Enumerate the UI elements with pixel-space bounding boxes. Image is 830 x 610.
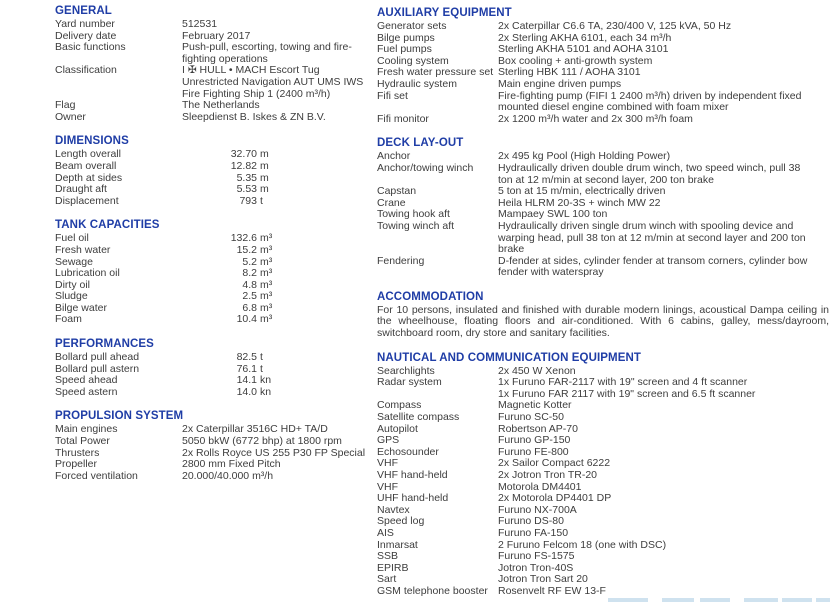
spec-value-line: 2x Caterpillar 3516C HD+ TA/D [182,423,328,436]
spec-value-number: 15.2 [236,243,257,256]
section-general [55,5,373,123]
spec-label: Sewage [55,255,93,268]
spec-label: Fuel oil [55,232,89,245]
spec-value-line: Furuno NX-700A [498,503,577,516]
spec-row [377,21,829,33]
spec-value [182,471,373,483]
section-title: DIMENSIONS [55,135,129,148]
spec-label: Navtex [377,503,410,516]
spec-row [377,435,829,447]
spec-value-unit: kn [260,385,272,398]
spec-label: Bollard pull astern [55,362,140,375]
spec-row [55,184,373,196]
spec-row [377,551,829,563]
spec-value-number: 14.0 [236,385,257,398]
spec-row [55,196,373,208]
spec-value-number: 6.8 [242,301,257,314]
spec-value-line: Rosenvelt RF EW 13-F [498,584,606,597]
spec-value [182,291,373,303]
spec-value [182,257,373,269]
spec-value-number: 82.5 [236,351,257,364]
spec-row [55,161,373,173]
spec-value-line: February 2017 [182,29,251,42]
spec-label: Fresh water [55,243,111,256]
spec-value-line: 1x Furuno FAR 2117 with 19" screen and 6.5 ft scanner [498,387,756,400]
spec-label: Total Power [55,435,110,448]
spec-label: Towing hook aft [377,208,450,221]
section-title: ACCOMMODATION [377,290,484,303]
spec-value-number: 5.53 [236,183,257,196]
spec-value [498,21,829,33]
spec-value-line: 5 ton at 15 m/min, electrically driven [498,185,666,198]
spec-value-number: 14.1 [236,374,257,387]
spec-label: Main engines [55,423,118,436]
spec-label: Dirty oil [55,278,91,291]
spec-label: Delivery date [55,29,117,42]
spec-value-unit: m³ [260,290,273,303]
spec-label: Fifi monitor [377,112,429,125]
watermark-bar [662,598,694,602]
spec-value [182,375,373,387]
spec-value-line: Hydraulically driven single drum winch with spooling device and [498,219,794,232]
spec-label: Crane [377,196,406,209]
spec-label: Foam [55,313,82,326]
spec-value-line: 1x Furuno FAR-2117 with 19" screen and 4 ft scanner [498,376,748,389]
spec-value [498,79,829,91]
spec-value [498,91,829,114]
spec-value-unit: t [260,362,263,375]
spec-value-unit: m³ [260,232,273,245]
spec-label: GPS [377,434,400,447]
section-title: PROPULSION SYSTEM [55,410,184,423]
spec-value-line: Furuno FS-1575 [498,550,575,563]
spec-value [182,314,373,326]
spec-value-number: 10.4 [236,313,257,326]
spec-value-number: 32.70 [230,148,257,161]
spec-label: Fifi set [377,89,408,102]
spec-label: Propeller [55,458,98,471]
spec-row [55,314,373,326]
spec-row [377,540,829,552]
spec-value-line: Sterling HBK 111 / AOHA 3101 [498,66,641,79]
spec-value [182,112,373,124]
section-tank-capacities [55,219,373,326]
spec-value [182,65,373,100]
spec-value [182,173,373,185]
spec-value [498,114,829,126]
spec-label: Sart [377,573,397,586]
spec-label: Classification [55,64,117,77]
spec-value-number: 12.82 [230,159,257,172]
spec-label: Compass [377,399,422,412]
spec-value-line: fighting operations [182,52,268,65]
left-column [55,5,373,494]
spec-label: Speed astern [55,385,118,398]
spec-value-line: Sleepdienst B. Iskes & ZN B.V. [182,110,326,123]
spec-label: Lubrication oil [55,267,120,280]
spec-value-line: 2x Sailor Compact 6222 [498,457,611,470]
section-title: GENERAL [55,5,112,17]
spec-value-line: 2x 1200 m³/h water and 2x 300 m³/h foam [498,112,693,125]
spec-row [55,436,373,448]
spec-label: Beam overall [55,159,117,172]
spec-label: Capstan [377,185,417,198]
spec-value [182,42,373,65]
section-performances [55,338,373,398]
spec-row [377,528,829,540]
spec-value-line: 2x Motorola DP4401 DP [498,492,612,505]
spec-value-line: The Netherlands [182,99,260,112]
spec-value-line: Box cooling + anti-growth system [498,54,653,67]
spec-value-line: Jotron Tron-40S [498,561,574,574]
spec-value [182,352,373,364]
spec-value-number: 793 [239,194,257,207]
spec-value-line: 2800 mm Fixed Pitch [182,458,281,471]
spec-row [377,256,829,279]
spec-value-unit: m³ [260,267,273,280]
spec-value [182,268,373,280]
spec-value-line: Main engine driven pumps [498,77,622,90]
spec-value-number: 2.5 [242,290,257,303]
spec-value-number: 4.8 [242,278,257,291]
spec-value-line: Hydraulically driven double drum winch, two speed winch, pull 38 [498,161,801,174]
spec-value-line: Motorola DM4401 [498,480,582,493]
spec-value [498,163,829,186]
spec-value-unit: m³ [260,255,273,268]
spec-label: Forced ventilation [55,469,138,482]
spec-value-line: 2x Jotron Tron TR-20 [498,469,598,481]
spec-value-line: Heila HLRM 20-3S + winch MW 22 [498,196,661,209]
section-propulsion-system [55,410,373,482]
spec-label: Searchlights [377,364,435,377]
spec-value-unit: m³ [260,278,273,291]
spec-value [182,100,373,112]
spec-label: Owner [55,110,86,123]
spec-row [377,470,829,482]
spec-value [182,436,373,448]
spec-value [498,470,829,482]
spec-value-line: fender with waterspray [498,266,604,279]
spec-value [182,149,373,161]
spec-value-line: Furuno GP-150 [498,434,571,447]
spec-value [182,245,373,257]
spec-row [377,586,829,598]
spec-row [377,377,829,400]
spec-value [182,233,373,245]
spec-value-line: Unrestricted Navigation AUT UMS IWS [182,75,364,88]
watermark-bar [816,598,830,602]
spec-row [377,163,829,186]
spec-label: Anchor/towing winch [377,161,474,174]
spec-value-line: D-fender at sides, cylinder fender at transom corners, cylinder bow [498,254,808,267]
spec-value-number: 5.2 [242,255,257,268]
spec-label: Speed ahead [55,374,118,387]
spec-row [377,114,829,126]
spec-value [182,196,373,208]
spec-value-line: 2x Caterpillar C6.6 TA, 230/400 V, 125 kVA, 50 Hz [498,20,732,32]
spec-row [377,412,829,424]
section-title: AUXILIARY EQUIPMENT [377,7,512,19]
spec-value-unit: m³ [260,243,273,256]
spec-value [182,280,373,292]
spec-label: VHF [377,480,398,493]
spec-label: Bollard pull ahead [55,351,140,364]
spec-value-line: Furuno FA-150 [498,526,569,539]
spec-label: Hydraulic system [377,77,457,90]
spec-value-line: ton at 12 m/min at second layer, 200 ton brake [498,173,714,186]
spec-value [498,551,829,563]
spec-row [55,352,373,364]
spec-value [182,303,373,315]
spec-value-line: I ✠ HULL • MACH Escort Tug [182,64,320,77]
spec-row [55,100,373,112]
spec-value [498,586,829,598]
spec-value [498,256,829,279]
spec-value-line: 20.000/40.000 m³/h [182,469,274,482]
spec-label: Fresh water pressure set [377,66,494,79]
spec-label: GSM telephone booster [377,584,488,597]
spec-row [55,112,373,124]
watermark-bar [608,598,648,602]
spec-label: Length overall [55,148,121,161]
right-column [377,7,829,610]
spec-label: Cooling system [377,54,449,67]
spec-value-line: 2x Sterling AKHA 6101, each 34 m³/h [498,31,672,44]
spec-row [55,245,373,257]
spec-value [498,186,829,198]
spec-value-line: 2 Furuno Felcom 18 (one with DSC) [498,538,667,551]
spec-row [55,19,373,31]
spec-value-line: 5050 bkW (6772 bhp) at 1800 rpm [182,435,342,448]
watermark-bar [700,598,730,602]
spec-value-line: Robertson AP-70 [498,422,578,435]
section-deck-lay-out [377,137,829,279]
spec-label: Speed log [377,515,425,528]
spec-value-line: mounted diesel engine combined with foam mixer [498,101,729,114]
spec-row [55,280,373,292]
spec-label: VHF hand-held [377,469,448,481]
section-dimensions [55,135,373,207]
spec-label: Bilge pumps [377,31,435,44]
spec-row [377,79,829,91]
spec-row [377,91,829,114]
spec-value-number: 5.35 [236,171,257,184]
spec-row [55,303,373,315]
spec-value-line: warping head, pull 38 ton at 12 m/min at second layer and 200 ton [498,231,806,244]
spec-value-unit: kn [260,374,272,387]
spec-value-line: Fire Fighting Ship 1 (2400 m³/h) [182,87,331,100]
spec-value-line: Furuno SC-50 [498,411,564,424]
spec-value [182,161,373,173]
spec-label: UHF hand-held [377,492,449,505]
spec-value-unit: m [260,171,269,184]
spec-label: VHF [377,457,398,470]
section-title: DECK LAY-OUT [377,137,464,150]
spec-value-line: Magnetic Kotter [498,399,572,412]
spec-value-unit: m [260,159,269,172]
section-title: NAUTICAL AND COMMUNICATION EQUIPMENT [377,351,642,364]
spec-label: Fuel pumps [377,43,432,56]
spec-row [377,563,829,575]
watermark-bar [782,598,812,602]
spec-label: Sludge [55,290,88,303]
spec-value [182,387,373,399]
spec-row [377,493,829,505]
spec-label: Anchor [377,150,411,163]
spec-value [182,19,373,31]
spec-value-line: Push-pull, escorting, towing and fire- [182,41,352,54]
spec-label: Displacement [55,194,119,207]
spec-value-line: 512531 [182,18,218,30]
spec-value-unit: t [260,351,263,364]
spec-value-number: 8.2 [242,267,257,280]
spec-label: Bilge water [55,301,107,314]
spec-row [55,268,373,280]
spec-value-line: 2x 450 W Xenon [498,364,576,377]
spec-value-unit: m³ [260,301,273,314]
spec-value [498,221,829,256]
section-accommodation [377,291,829,340]
spec-value-line: 2x 495 kg Pool (High Holding Power) [498,150,671,163]
spec-row [377,516,829,528]
spec-label: SSB [377,550,399,563]
spec-row [377,424,829,436]
section-nautical-and-communication-equipment [377,352,829,598]
spec-value-line: brake [498,243,525,256]
spec-label: Satellite compass [377,411,460,424]
spec-value [182,364,373,376]
section-paragraph: For 10 persons, insulated and finished with durable modern linings, acoustical Dampa ceiling in the wheelhouse, floating floors and air-conditioned. With 6 cabins, galley, mess/dayroom, switchboard room, dry store and sanitary facilities. [377,303,829,340]
spec-value [498,412,829,424]
spec-row [55,42,373,65]
spec-label: Generator sets [377,20,447,32]
spec-value-line: Furuno DS-80 [498,515,564,528]
spec-row [377,186,829,198]
watermark-bar [744,598,778,602]
spec-value-unit: m [260,183,269,196]
spec-row [55,471,373,483]
spec-label: Echosounder [377,445,439,458]
spec-value-line: Jotron Tron Sart 20 [498,573,588,586]
spec-value-line: 2x Rolls Royce US 255 P30 FP Special [182,446,366,459]
spec-value-line: Fire-fighting pump (FIFI 1 2400 m³/h) driven by independent fixed [498,89,802,102]
spec-row [377,221,829,256]
spec-value-unit: t [260,194,263,207]
spec-label: Autopilot [377,422,418,435]
spec-label: AIS [377,526,394,539]
spec-value-number: 132.6 [230,232,257,245]
spec-label: Depth at sides [55,171,123,184]
section-auxiliary-equipment [377,7,829,125]
spec-value [498,377,829,400]
spec-label: Thrusters [55,446,100,459]
spec-row [55,387,373,399]
spec-value-unit: m³ [260,313,273,326]
spec-value-unit: m [260,148,269,161]
spec-value-line: Sterling AKHA 5101 and AOHA 3101 [498,43,669,56]
spec-value-line: Mampaey SWL 100 ton [498,208,608,221]
spec-value-line: Furuno FE-800 [498,445,569,458]
spec-label: Basic functions [55,41,126,54]
spec-label: Draught aft [55,183,107,196]
spec-label: EPIRB [377,561,409,574]
spec-label: Towing winch aft [377,219,455,232]
section-title: TANK CAPACITIES [55,219,160,232]
spec-row [55,65,373,100]
spec-label: Inmarsat [377,538,418,551]
spec-value [498,528,829,540]
spec-label: Yard number [55,18,115,30]
spec-row [377,505,829,517]
spec-value [182,184,373,196]
spec-label: Fendering [377,254,425,267]
spec-label: Flag [55,99,76,112]
spec-label: Radar system [377,376,442,389]
section-title: PERFORMANCES [55,338,154,351]
spec-value-number: 76.1 [236,362,257,375]
